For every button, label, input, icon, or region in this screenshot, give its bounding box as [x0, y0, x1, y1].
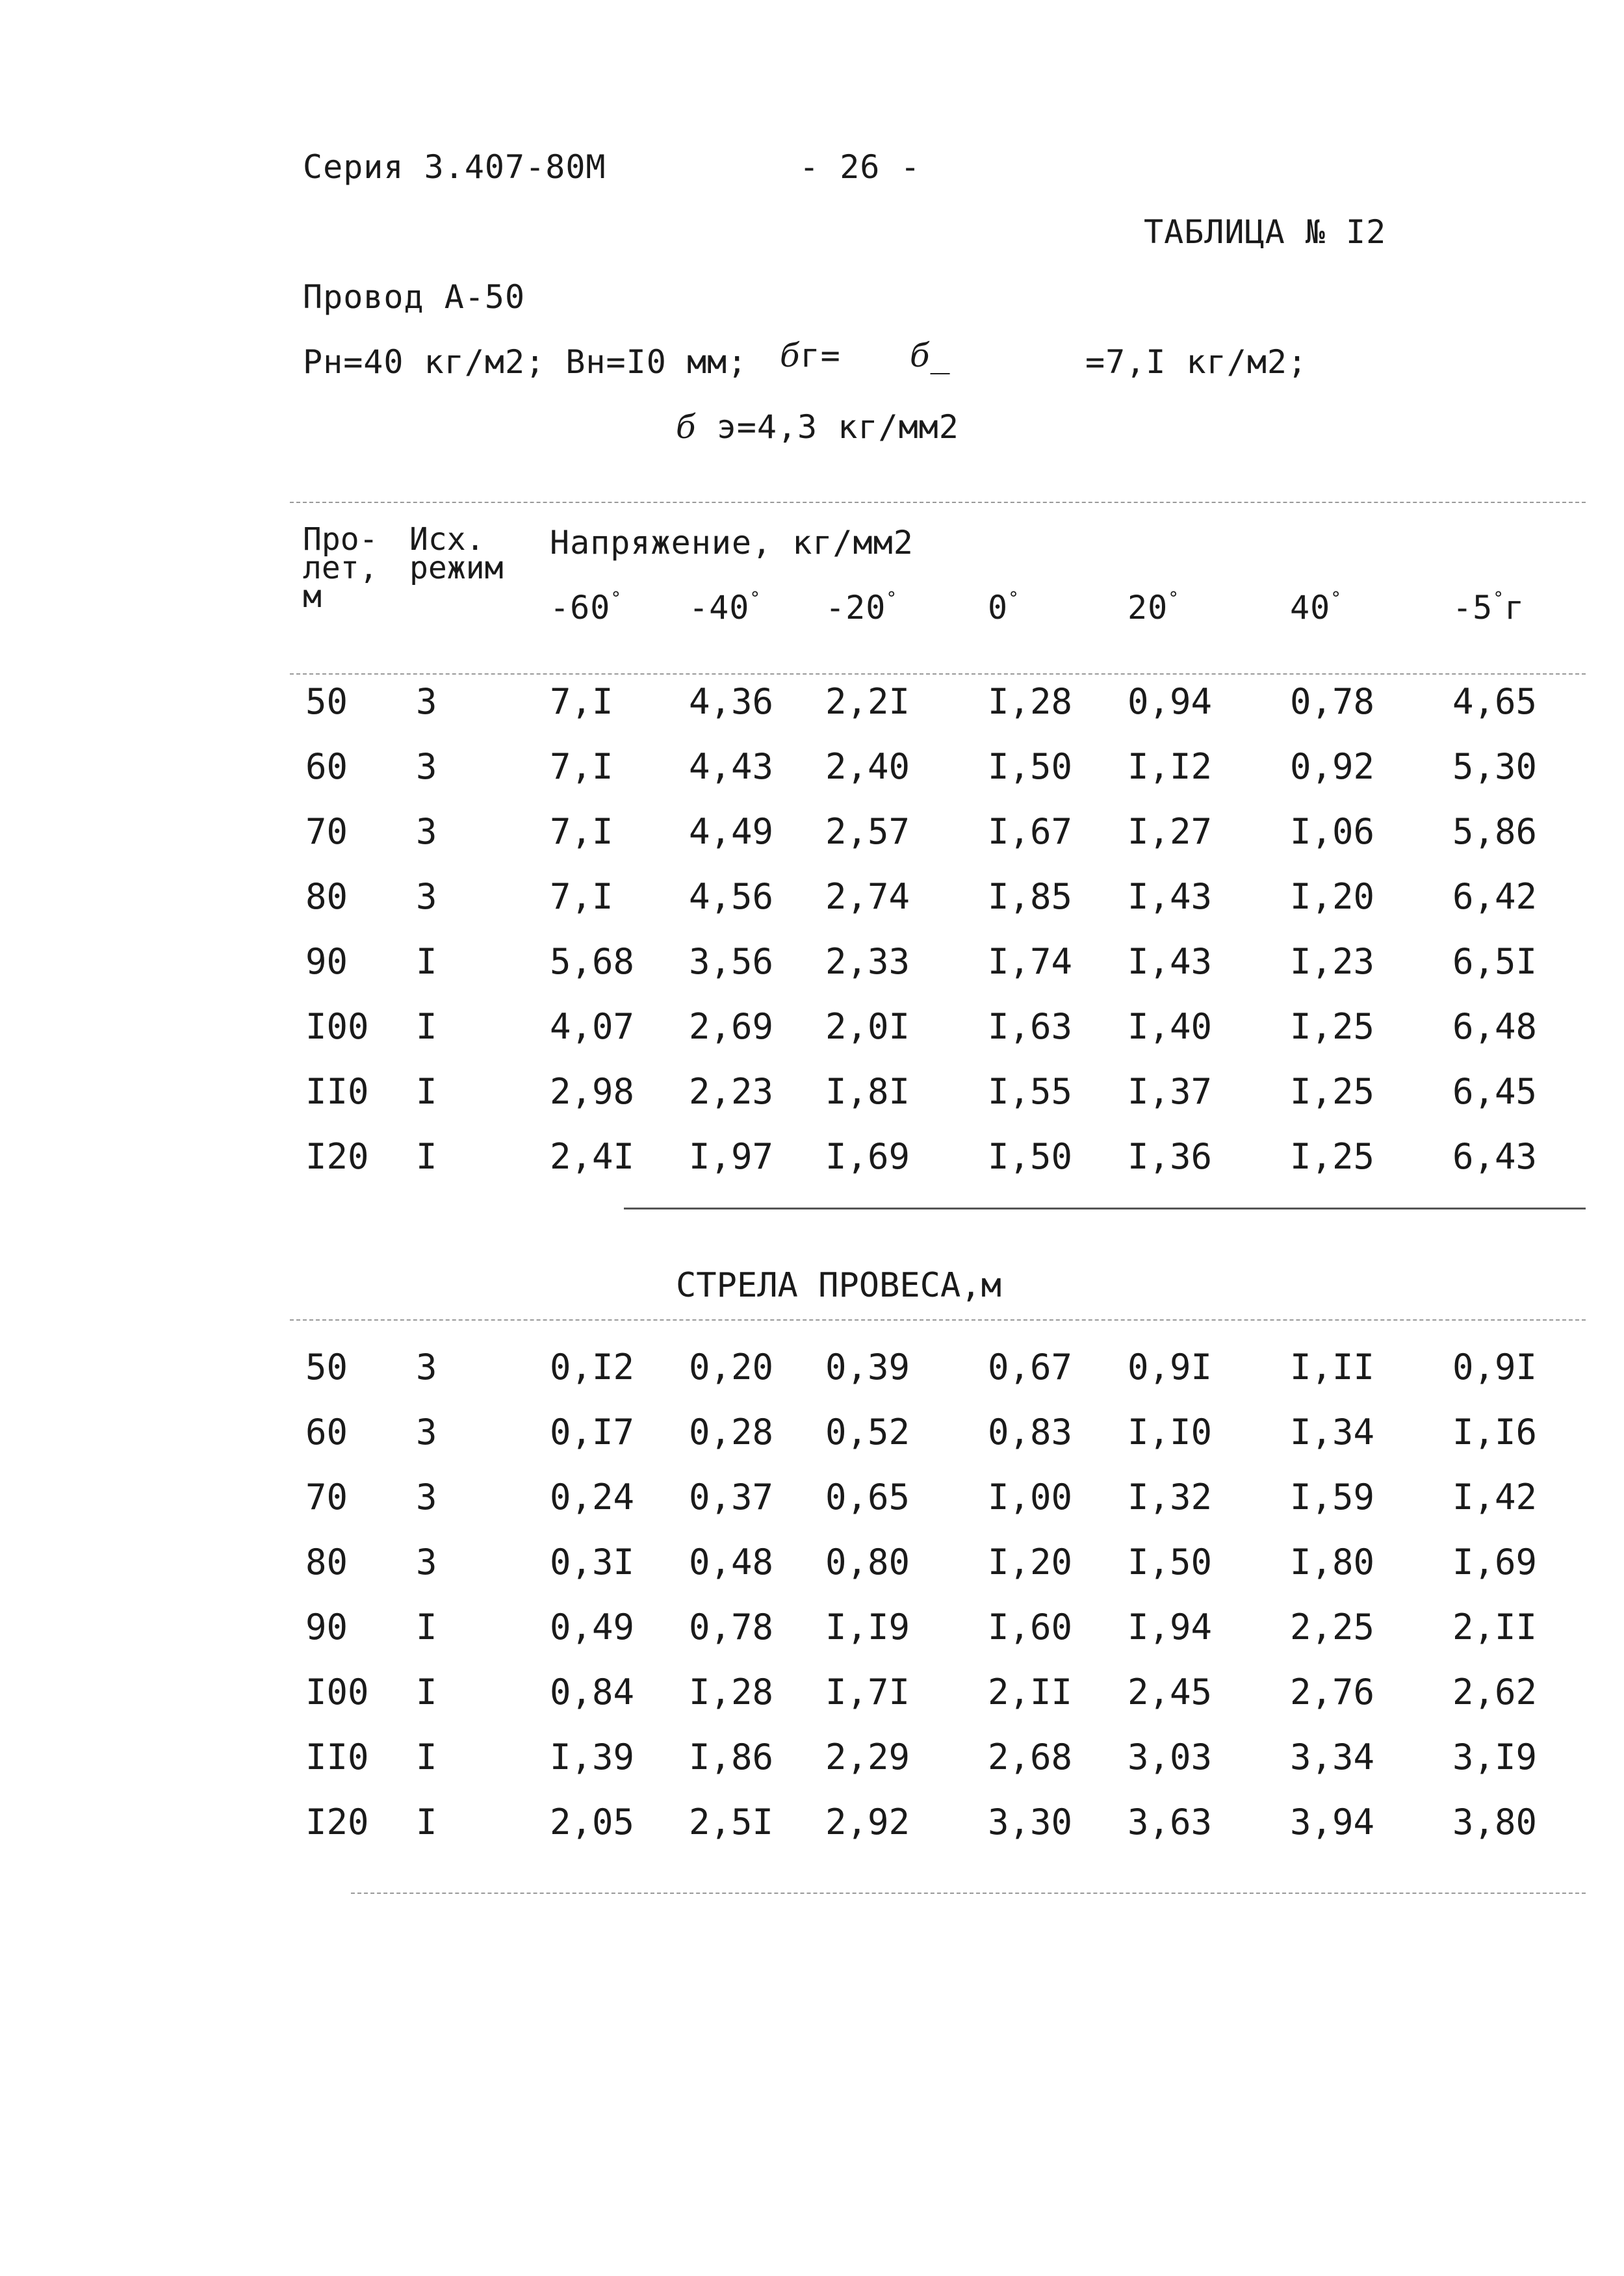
sag-mode-cell: I — [416, 1737, 437, 1778]
temp-value: -60 — [550, 589, 611, 627]
temp-suffix: г — [1504, 589, 1525, 627]
sigma-minus — [910, 337, 951, 374]
sag-value-cell: I,20 — [988, 1542, 1073, 1583]
sag-value-cell: 0,37 — [689, 1477, 774, 1518]
sag-value-cell: I,80 — [1290, 1542, 1375, 1583]
sag-mode-cell: 3 — [416, 1347, 437, 1388]
stress-value-cell: I,23 — [1290, 941, 1375, 982]
load-params: Рн=40 кг/м2; Вн=I0 мм; — [303, 343, 748, 381]
sag-value-cell: I,II — [1290, 1347, 1375, 1388]
stress-value-cell: 6,5I — [1452, 941, 1538, 982]
stress-value-cell: 2,74 — [825, 876, 910, 917]
sag-span-cell: II0 — [305, 1737, 369, 1778]
stress-limit: =7,I кг/м2; — [1085, 343, 1308, 381]
stress-value-cell: 3,56 — [689, 941, 774, 982]
sag-value-cell: 2,92 — [825, 1802, 910, 1843]
stress-value-cell: I,97 — [689, 1136, 774, 1177]
temp-header-3 — [988, 588, 1020, 627]
stress-value-cell: 0,94 — [1128, 681, 1213, 722]
stress-span-cell: 80 — [305, 876, 348, 917]
sag-value-cell: 0,9I — [1128, 1347, 1213, 1388]
sag-value-cell: I,34 — [1290, 1412, 1375, 1453]
sag-span-cell: 90 — [305, 1607, 348, 1648]
page-number: - 26 - — [799, 148, 921, 186]
stress-value-cell: 4,65 — [1452, 681, 1538, 722]
temp-value: 20 — [1128, 589, 1168, 627]
sag-value-cell: I,I9 — [825, 1607, 910, 1648]
sag-span-cell: 80 — [305, 1542, 348, 1583]
sag-value-cell: 3,63 — [1128, 1802, 1213, 1843]
sag-value-cell: I,I0 — [1128, 1412, 1213, 1453]
temp-value: -20 — [825, 589, 886, 627]
sag-mode-cell: 3 — [416, 1477, 437, 1518]
sag-value-cell: 3,I9 — [1452, 1737, 1538, 1778]
sag-value-cell: 3,03 — [1128, 1737, 1213, 1778]
sag-value-cell: 0,3I — [550, 1542, 635, 1583]
stress-value-cell: 2,98 — [550, 1071, 635, 1112]
degree-sign: ° — [886, 588, 898, 609]
sag-value-cell: I,I6 — [1452, 1412, 1538, 1453]
stress-value-cell: I,06 — [1290, 811, 1375, 852]
stress-value-cell: I,27 — [1128, 811, 1213, 852]
stress-value-cell: 7,I — [550, 746, 613, 787]
sigma-e-value: э=4,3 кг/мм2 — [716, 408, 959, 446]
sag-bottom-rule — [351, 1893, 1586, 1894]
degree-sign: ° — [749, 588, 762, 609]
table-top-rule — [290, 502, 1586, 503]
temp-header-1 — [689, 588, 761, 627]
stress-span-cell: 60 — [305, 746, 348, 787]
stress-value-cell: 6,42 — [1452, 876, 1538, 917]
sag-value-cell: I,42 — [1452, 1477, 1538, 1518]
stress-value-cell: I,8I — [825, 1071, 910, 1112]
sag-span-cell: I00 — [305, 1672, 369, 1713]
sag-value-cell: 0,67 — [988, 1347, 1073, 1388]
temp-header-2 — [825, 588, 897, 627]
degree-sign: ° — [610, 588, 623, 609]
param-line-1 — [303, 343, 747, 381]
stress-value-cell: I,25 — [1290, 1071, 1375, 1112]
degree-sign: ° — [1493, 588, 1505, 609]
param-line-2 — [676, 408, 959, 446]
temp-value: 40 — [1290, 589, 1331, 627]
stress-mode-cell: 3 — [416, 876, 437, 917]
sag-value-cell: 2,05 — [550, 1802, 635, 1843]
series-label: Серия 3.407-80М — [303, 148, 606, 186]
sigma-g-symbol: б — [780, 337, 801, 374]
stress-value-cell: I,69 — [825, 1136, 910, 1177]
stress-value-cell: 4,43 — [689, 746, 774, 787]
stress-value-cell: 7,I — [550, 681, 613, 722]
stress-value-cell: 4,56 — [689, 876, 774, 917]
header-bottom-rule — [290, 673, 1586, 675]
sag-span-cell: 60 — [305, 1412, 348, 1453]
sag-value-cell: 0,I7 — [550, 1412, 635, 1453]
stress-value-cell: 2,4I — [550, 1136, 635, 1177]
temp-value: 0 — [988, 589, 1009, 627]
stress-value-cell: I,37 — [1128, 1071, 1213, 1112]
degree-sign: ° — [1168, 588, 1180, 609]
sag-value-cell: 0,I2 — [550, 1347, 635, 1388]
stress-value-cell: 2,69 — [689, 1006, 774, 1047]
sag-value-cell: 3,30 — [988, 1802, 1073, 1843]
sag-value-cell: 2,62 — [1452, 1672, 1538, 1713]
sag-value-cell: I,39 — [550, 1737, 635, 1778]
sag-value-cell: I,28 — [689, 1672, 774, 1713]
stress-value-cell: I,63 — [988, 1006, 1073, 1047]
sag-value-cell: 2,II — [1452, 1607, 1538, 1648]
sag-title: СТРЕЛА ПРОВЕСА,м — [676, 1266, 1001, 1305]
stress-span-cell: 90 — [305, 941, 348, 982]
stress-span-cell: II0 — [305, 1071, 369, 1112]
stress-value-cell: I,25 — [1290, 1006, 1375, 1047]
temp-header-6 — [1452, 588, 1525, 627]
temp-value: -40 — [689, 589, 750, 627]
stress-mode-cell: I — [416, 1136, 437, 1177]
stress-header: Напряжение, кг/мм2 — [550, 524, 914, 562]
stress-value-cell: 4,36 — [689, 681, 774, 722]
sag-value-cell: 3,34 — [1290, 1737, 1375, 1778]
sag-mode-cell: 3 — [416, 1542, 437, 1583]
sag-value-cell: 0,20 — [689, 1347, 774, 1388]
sag-value-cell: I,94 — [1128, 1607, 1213, 1648]
stress-value-cell: I,50 — [988, 746, 1073, 787]
stress-value-cell: 2,40 — [825, 746, 910, 787]
stress-mode-cell: 3 — [416, 681, 437, 722]
sag-value-cell: 2,68 — [988, 1737, 1073, 1778]
stress-value-cell: I,I2 — [1128, 746, 1213, 787]
sag-value-cell: 0,52 — [825, 1412, 910, 1453]
stress-value-cell: I,36 — [1128, 1136, 1213, 1177]
degree-sign: ° — [1008, 588, 1020, 609]
sag-value-cell: I,69 — [1452, 1542, 1538, 1583]
sag-mode-cell: I — [416, 1802, 437, 1843]
temp-value: -5 — [1452, 589, 1493, 627]
sag-value-cell: 3,80 — [1452, 1802, 1538, 1843]
stress-value-cell: 6,48 — [1452, 1006, 1538, 1047]
col-mode-header-line-2: режим — [409, 550, 504, 586]
table-label: ТАБЛИЦА № I2 — [1144, 213, 1387, 251]
stress-mode-cell: I — [416, 1071, 437, 1112]
stress-value-cell: 2,57 — [825, 811, 910, 852]
temp-header-4 — [1128, 588, 1179, 627]
sag-value-cell: 2,29 — [825, 1737, 910, 1778]
stress-mode-cell: 3 — [416, 746, 437, 787]
stress-value-cell: I,40 — [1128, 1006, 1213, 1047]
stress-value-cell: I,28 — [988, 681, 1073, 722]
col-span-header-line-2: лет, — [303, 550, 378, 586]
sag-value-cell: 0,80 — [825, 1542, 910, 1583]
col-span-header-line-3: м — [303, 578, 322, 615]
stress-value-cell: I,43 — [1128, 941, 1213, 982]
stress-value-cell: 5,30 — [1452, 746, 1538, 787]
stress-span-cell: I20 — [305, 1136, 369, 1177]
sag-value-cell: 0,39 — [825, 1347, 910, 1388]
sag-mode-cell: I — [416, 1607, 437, 1648]
sag-value-cell: 2,45 — [1128, 1672, 1213, 1713]
stress-value-cell: I,74 — [988, 941, 1073, 982]
stress-value-cell: 7,I — [550, 876, 613, 917]
stress-value-cell: I,20 — [1290, 876, 1375, 917]
sag-value-cell: 2,25 — [1290, 1607, 1375, 1648]
sigma-e-symbol: б — [676, 408, 697, 446]
stress-mode-cell: I — [416, 1006, 437, 1047]
sag-value-cell: 0,78 — [689, 1607, 774, 1648]
col-span-header-line-1: Про- — [303, 521, 378, 558]
sag-value-cell: I,50 — [1128, 1542, 1213, 1583]
stress-bottom-rule — [624, 1208, 1586, 1209]
sag-value-cell: I,86 — [689, 1737, 774, 1778]
sag-mode-cell: 3 — [416, 1412, 437, 1453]
stress-value-cell: I,43 — [1128, 876, 1213, 917]
stress-value-cell: 5,68 — [550, 941, 635, 982]
sag-span-cell: I20 — [305, 1802, 369, 1843]
sag-value-cell: 2,5I — [689, 1802, 774, 1843]
stress-span-cell: 70 — [305, 811, 348, 852]
sag-span-cell: 50 — [305, 1347, 348, 1388]
stress-value-cell: 4,07 — [550, 1006, 635, 1047]
sag-value-cell: I,59 — [1290, 1477, 1375, 1518]
stress-value-cell: 4,49 — [689, 811, 774, 852]
sigma-minus-sub: _ — [930, 337, 951, 374]
sag-value-cell: 0,83 — [988, 1412, 1073, 1453]
stress-mode-cell: I — [416, 941, 437, 982]
stress-value-cell: 0,92 — [1290, 746, 1375, 787]
stress-value-cell: 2,2I — [825, 681, 910, 722]
stress-value-cell: 0,78 — [1290, 681, 1375, 722]
stress-value-cell: 2,33 — [825, 941, 910, 982]
stress-value-cell: 2,23 — [689, 1071, 774, 1112]
temp-header-0 — [550, 588, 622, 627]
sag-value-cell: 3,94 — [1290, 1802, 1375, 1843]
stress-span-cell: 50 — [305, 681, 348, 722]
stress-value-cell: 6,43 — [1452, 1136, 1538, 1177]
sag-value-cell: 0,9I — [1452, 1347, 1538, 1388]
stress-span-cell: I00 — [305, 1006, 369, 1047]
sag-value-cell: 0,24 — [550, 1477, 635, 1518]
col-span-header — [303, 521, 378, 615]
stress-value-cell: I,25 — [1290, 1136, 1375, 1177]
sag-value-cell: I,60 — [988, 1607, 1073, 1648]
sag-value-cell: 0,48 — [689, 1542, 774, 1583]
sag-mode-cell: I — [416, 1672, 437, 1713]
sag-value-cell: 2,II — [988, 1672, 1073, 1713]
stress-value-cell: 2,0I — [825, 1006, 910, 1047]
stress-value-cell: 5,86 — [1452, 811, 1538, 852]
sag-value-cell: I,00 — [988, 1477, 1073, 1518]
col-mode-header — [409, 521, 504, 586]
sag-value-cell: 2,76 — [1290, 1672, 1375, 1713]
degree-sign: ° — [1330, 588, 1343, 609]
sigma-minus-symbol: б — [910, 337, 931, 374]
col-mode-header-line-1: Исх. — [409, 521, 485, 558]
sag-value-cell: 0,28 — [689, 1412, 774, 1453]
stress-value-cell: 6,45 — [1452, 1071, 1538, 1112]
stress-value-cell: I,50 — [988, 1136, 1073, 1177]
sag-top-rule — [290, 1319, 1586, 1321]
sigma-g — [780, 337, 841, 374]
wire-label: Провод А-50 — [303, 278, 526, 316]
sag-value-cell: I,7I — [825, 1672, 910, 1713]
stress-value-cell: 7,I — [550, 811, 613, 852]
sigma-g-sub: г= — [800, 337, 841, 374]
sag-value-cell: I,32 — [1128, 1477, 1213, 1518]
temp-header-5 — [1290, 588, 1342, 627]
stress-value-cell: I,85 — [988, 876, 1073, 917]
sag-span-cell: 70 — [305, 1477, 348, 1518]
stress-value-cell: I,67 — [988, 811, 1073, 852]
sag-value-cell: 0,49 — [550, 1607, 635, 1648]
stress-mode-cell: 3 — [416, 811, 437, 852]
stress-value-cell: I,55 — [988, 1071, 1073, 1112]
sag-value-cell: 0,84 — [550, 1672, 635, 1713]
sag-value-cell: 0,65 — [825, 1477, 910, 1518]
